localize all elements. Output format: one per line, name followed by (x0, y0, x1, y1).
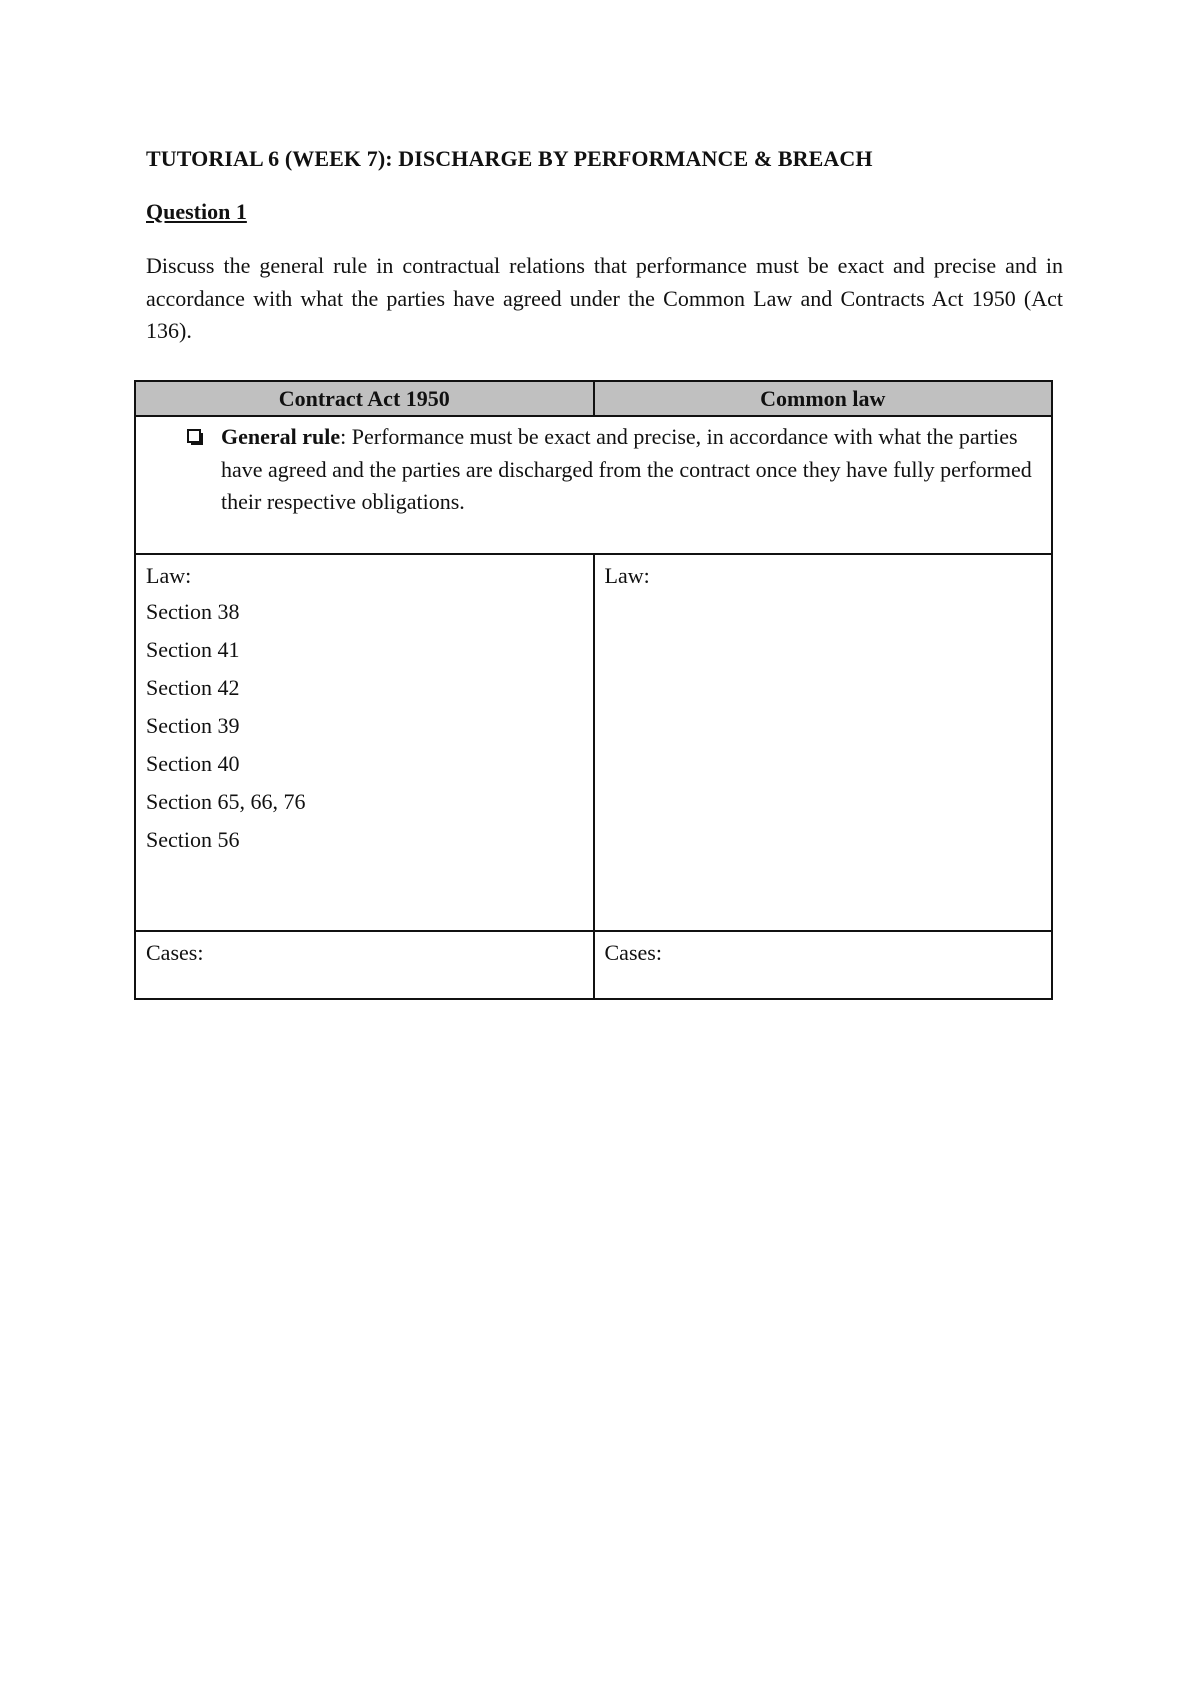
general-rule-row (135, 416, 1052, 554)
law-label-left: Law: (146, 563, 192, 588)
list-item: Section 41 (146, 637, 240, 662)
law-label-right: Law: (604, 563, 650, 588)
list-item: Section 56 (146, 827, 240, 852)
general-rule-text: : Performance must be exact and precise, in accordance with what the parties have agreed and the parties are discharged from the contract once they have fully performed their respective obligations. (221, 424, 1032, 514)
list-item: Section 38 (146, 599, 240, 624)
document-title: TUTORIAL 6 (WEEK 7): DISCHARGE BY PERFORMANCE & BREACH (146, 146, 873, 171)
law-cell-common-law (594, 554, 1053, 931)
table-header-row (135, 381, 1052, 416)
law-row (135, 554, 1052, 931)
comparison-table (134, 380, 1053, 1000)
question-text: Discuss the general rule in contractual relations that performance must be exact and precise and in accordance with what the parties have agreed under the Common Law and Contracts Act 1950 (Act 136). (146, 253, 1063, 343)
cases-cell-common-law (594, 931, 1053, 999)
cases-row (135, 931, 1052, 999)
checkbox-bullet-icon (187, 429, 201, 443)
question-heading: Question 1 (146, 199, 247, 224)
header-common-law: Common law (594, 381, 1053, 416)
list-item: Section 65, 66, 76 (146, 789, 306, 814)
list-item: Section 42 (146, 675, 240, 700)
section-list (146, 593, 583, 859)
general-rule-label: General rule (221, 424, 341, 449)
list-item: Section 39 (146, 713, 240, 738)
cases-cell-contract-act (135, 931, 594, 999)
general-rule-cell (135, 416, 1052, 554)
header-contract-act: Contract Act 1950 (135, 381, 594, 416)
cases-label-left: Cases: (146, 940, 204, 965)
cases-label-right: Cases: (604, 940, 662, 965)
general-rule-item (136, 417, 1051, 519)
law-cell-contract-act (135, 554, 594, 931)
list-item: Section 40 (146, 751, 240, 776)
